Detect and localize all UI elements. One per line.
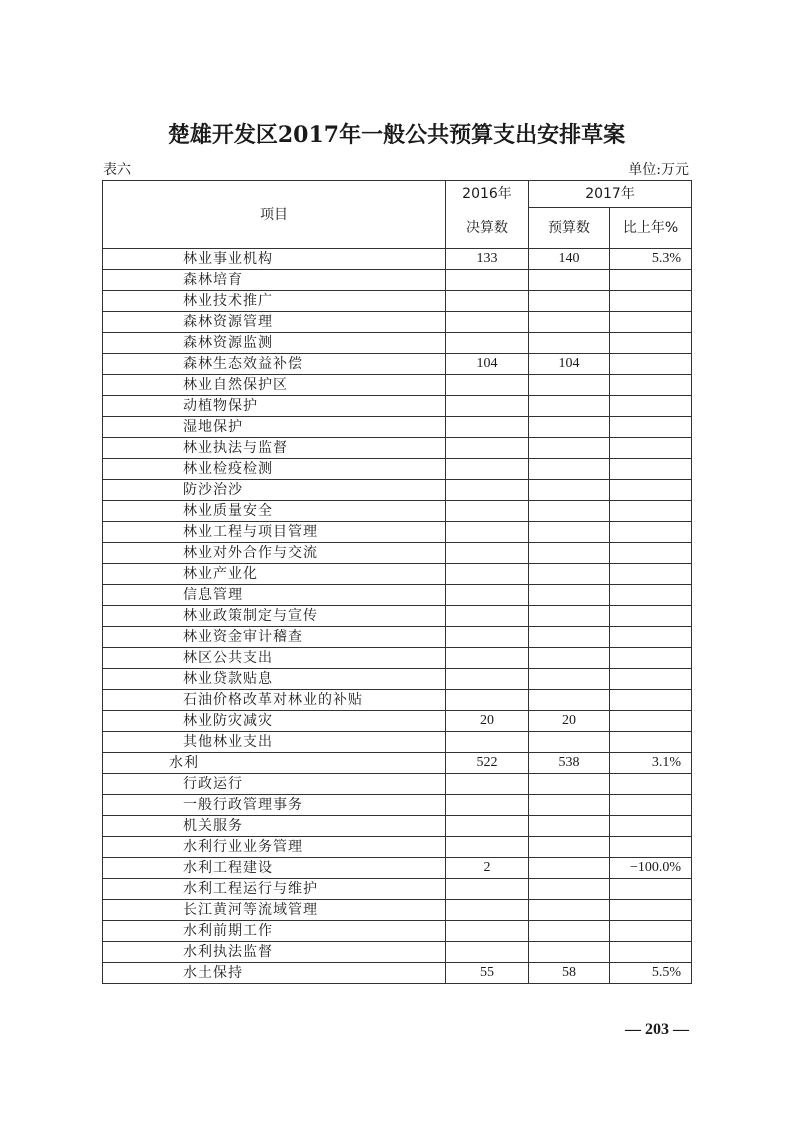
row-item-name: 水土保持 (103, 963, 446, 984)
row-item-name: 林业技术推广 (103, 291, 446, 312)
row-item-name: 森林资源管理 (103, 312, 446, 333)
table-row (103, 375, 692, 396)
table-row (103, 732, 692, 753)
table-row (103, 858, 692, 879)
unit-label: 单位:万元 (628, 162, 689, 178)
row-value-2016 (446, 816, 529, 837)
row-value-2017 (529, 270, 610, 291)
row-change-pct (610, 648, 692, 669)
row-value-2016 (446, 942, 529, 963)
table-row (103, 774, 692, 795)
row-item-name: 信息管理 (103, 585, 446, 606)
row-item-name: 长江黄河等流域管理 (103, 900, 446, 921)
table-row (103, 837, 692, 858)
table-row (103, 543, 692, 564)
table-row (103, 816, 692, 837)
row-change-pct (610, 354, 692, 375)
row-item-name: 森林培育 (103, 270, 446, 291)
row-item-name: 森林生态效益补偿 (103, 354, 446, 375)
row-item-name: 动植物保护 (103, 396, 446, 417)
row-value-2016: 2 (446, 858, 529, 879)
row-change-pct (610, 564, 692, 585)
row-value-2017 (529, 333, 610, 354)
row-change-pct (610, 900, 692, 921)
header-change: 比上年% (610, 208, 692, 249)
row-change-pct (610, 396, 692, 417)
row-value-2016 (446, 648, 529, 669)
row-change-pct (610, 459, 692, 480)
table-row (103, 690, 692, 711)
row-value-2017 (529, 690, 610, 711)
row-value-2016 (446, 564, 529, 585)
row-item-name: 林业对外合作与交流 (103, 543, 446, 564)
row-item-name: 防沙治沙 (103, 480, 446, 501)
row-value-2016 (446, 459, 529, 480)
row-value-2017: 140 (529, 249, 610, 270)
header-budget: 预算数 (529, 208, 610, 249)
row-item-name: 林业产业化 (103, 564, 446, 585)
table-row (103, 480, 692, 501)
row-value-2016: 522 (446, 753, 529, 774)
row-change-pct (610, 606, 692, 627)
table-row (103, 312, 692, 333)
row-change-pct (610, 816, 692, 837)
row-value-2016 (446, 669, 529, 690)
row-value-2017 (529, 438, 610, 459)
row-value-2016 (446, 774, 529, 795)
row-value-2016 (446, 543, 529, 564)
row-value-2017 (529, 669, 610, 690)
header-final: 决算数 (446, 208, 529, 249)
row-change-pct (610, 522, 692, 543)
row-value-2017 (529, 858, 610, 879)
row-item-name: 林业质量安全 (103, 501, 446, 522)
table-row (103, 333, 692, 354)
row-change-pct: 3.1% (610, 753, 692, 774)
table-label: 表六 (103, 162, 131, 178)
row-change-pct (610, 879, 692, 900)
row-item-name: 其他林业支出 (103, 732, 446, 753)
table-row (103, 627, 692, 648)
row-value-2017 (529, 627, 610, 648)
row-value-2017 (529, 501, 610, 522)
row-item-name: 水利工程建设 (103, 858, 446, 879)
row-change-pct: 5.5% (610, 963, 692, 984)
row-value-2016: 20 (446, 711, 529, 732)
table-row (103, 459, 692, 480)
table-row (103, 270, 692, 291)
row-change-pct (610, 921, 692, 942)
row-value-2017 (529, 480, 610, 501)
table-row (103, 438, 692, 459)
row-item-name: 林业资金审计稽查 (103, 627, 446, 648)
row-change-pct (610, 669, 692, 690)
row-value-2016 (446, 606, 529, 627)
row-item-name: 水利工程运行与维护 (103, 879, 446, 900)
row-change-pct (610, 585, 692, 606)
row-value-2016 (446, 270, 529, 291)
row-value-2016 (446, 837, 529, 858)
row-value-2017: 104 (529, 354, 610, 375)
row-value-2017 (529, 795, 610, 816)
row-item-name: 林区公共支出 (103, 648, 446, 669)
row-change-pct (610, 480, 692, 501)
row-item-name: 一般行政管理事务 (103, 795, 446, 816)
row-value-2017 (529, 543, 610, 564)
row-value-2017 (529, 585, 610, 606)
row-value-2016: 133 (446, 249, 529, 270)
table-row (103, 669, 692, 690)
header-2016: 2016年 (446, 181, 529, 208)
row-value-2017: 20 (529, 711, 610, 732)
row-change-pct (610, 375, 692, 396)
table-row (103, 879, 692, 900)
row-change-pct (610, 774, 692, 795)
row-item-name: 林业政策制定与宣传 (103, 606, 446, 627)
row-change-pct (610, 270, 692, 291)
row-value-2017 (529, 648, 610, 669)
row-item-name: 水利执法监督 (103, 942, 446, 963)
row-value-2016 (446, 480, 529, 501)
row-item-name: 林业自然保护区 (103, 375, 446, 396)
row-value-2016 (446, 921, 529, 942)
row-change-pct (610, 501, 692, 522)
row-value-2016 (446, 795, 529, 816)
row-value-2017 (529, 312, 610, 333)
row-item-name: 行政运行 (103, 774, 446, 795)
row-change-pct: −100.0% (610, 858, 692, 879)
row-value-2016 (446, 291, 529, 312)
row-value-2016 (446, 501, 529, 522)
table-row (103, 249, 692, 270)
table-row (103, 396, 692, 417)
row-value-2016 (446, 879, 529, 900)
row-value-2017 (529, 417, 610, 438)
row-item-name: 林业执法与监督 (103, 438, 446, 459)
row-value-2017 (529, 774, 610, 795)
row-value-2016 (446, 732, 529, 753)
table-row (103, 354, 692, 375)
row-value-2017: 538 (529, 753, 610, 774)
table-row (103, 291, 692, 312)
table-row (103, 963, 692, 984)
table-row (103, 753, 692, 774)
row-value-2016 (446, 585, 529, 606)
row-change-pct (610, 333, 692, 354)
row-value-2017 (529, 522, 610, 543)
table-row (103, 711, 692, 732)
budget-table (102, 180, 692, 984)
row-change-pct (610, 732, 692, 753)
row-value-2017 (529, 837, 610, 858)
table-row (103, 795, 692, 816)
row-change-pct (610, 312, 692, 333)
table-row (103, 648, 692, 669)
row-change-pct (610, 417, 692, 438)
row-change-pct (610, 291, 692, 312)
row-item-name: 林业工程与项目管理 (103, 522, 446, 543)
row-value-2016 (446, 396, 529, 417)
header-2017: 2017年 (529, 181, 692, 208)
row-item-name: 机关服务 (103, 816, 446, 837)
row-value-2017 (529, 732, 610, 753)
table-row (103, 417, 692, 438)
row-value-2016 (446, 522, 529, 543)
row-item-name: 林业事业机构 (103, 249, 446, 270)
table-row (103, 564, 692, 585)
table-row (103, 522, 692, 543)
row-change-pct (610, 690, 692, 711)
row-value-2017 (529, 816, 610, 837)
row-value-2016: 55 (446, 963, 529, 984)
row-value-2017 (529, 606, 610, 627)
row-value-2017 (529, 879, 610, 900)
row-value-2016 (446, 333, 529, 354)
row-item-name: 石油价格改革对林业的补贴 (103, 690, 446, 711)
table-row (103, 921, 692, 942)
row-value-2016: 104 (446, 354, 529, 375)
table-row (103, 501, 692, 522)
row-value-2016 (446, 900, 529, 921)
row-item-name: 水利 (103, 753, 446, 774)
row-value-2017 (529, 921, 610, 942)
row-value-2016 (446, 312, 529, 333)
row-value-2017: 58 (529, 963, 610, 984)
header-item: 项目 (103, 181, 446, 249)
row-change-pct (610, 543, 692, 564)
row-item-name: 水利前期工作 (103, 921, 446, 942)
row-value-2017 (529, 942, 610, 963)
row-change-pct (610, 627, 692, 648)
row-change-pct (610, 942, 692, 963)
row-item-name: 水利行业业务管理 (103, 837, 446, 858)
row-change-pct (610, 795, 692, 816)
table-row (103, 585, 692, 606)
row-value-2016 (446, 375, 529, 396)
row-value-2017 (529, 459, 610, 480)
table-row (103, 606, 692, 627)
row-value-2016 (446, 417, 529, 438)
row-change-pct: 5.3% (610, 249, 692, 270)
row-change-pct (610, 438, 692, 459)
row-value-2017 (529, 564, 610, 585)
row-value-2017 (529, 375, 610, 396)
row-value-2017 (529, 900, 610, 921)
page-number: — 203 — (625, 1021, 689, 1038)
table-row (103, 942, 692, 963)
row-item-name: 森林资源监测 (103, 333, 446, 354)
row-value-2017 (529, 396, 610, 417)
row-change-pct (610, 711, 692, 732)
page-title: 楚雄开发区2017年一般公共预算支出安排草案 (167, 122, 626, 148)
row-value-2016 (446, 627, 529, 648)
row-value-2016 (446, 438, 529, 459)
row-item-name: 林业贷款贴息 (103, 669, 446, 690)
row-value-2016 (446, 690, 529, 711)
row-change-pct (610, 837, 692, 858)
row-value-2017 (529, 291, 610, 312)
row-item-name: 湿地保护 (103, 417, 446, 438)
row-item-name: 林业检疫检测 (103, 459, 446, 480)
row-item-name: 林业防灾减灾 (103, 711, 446, 732)
table-row (103, 900, 692, 921)
